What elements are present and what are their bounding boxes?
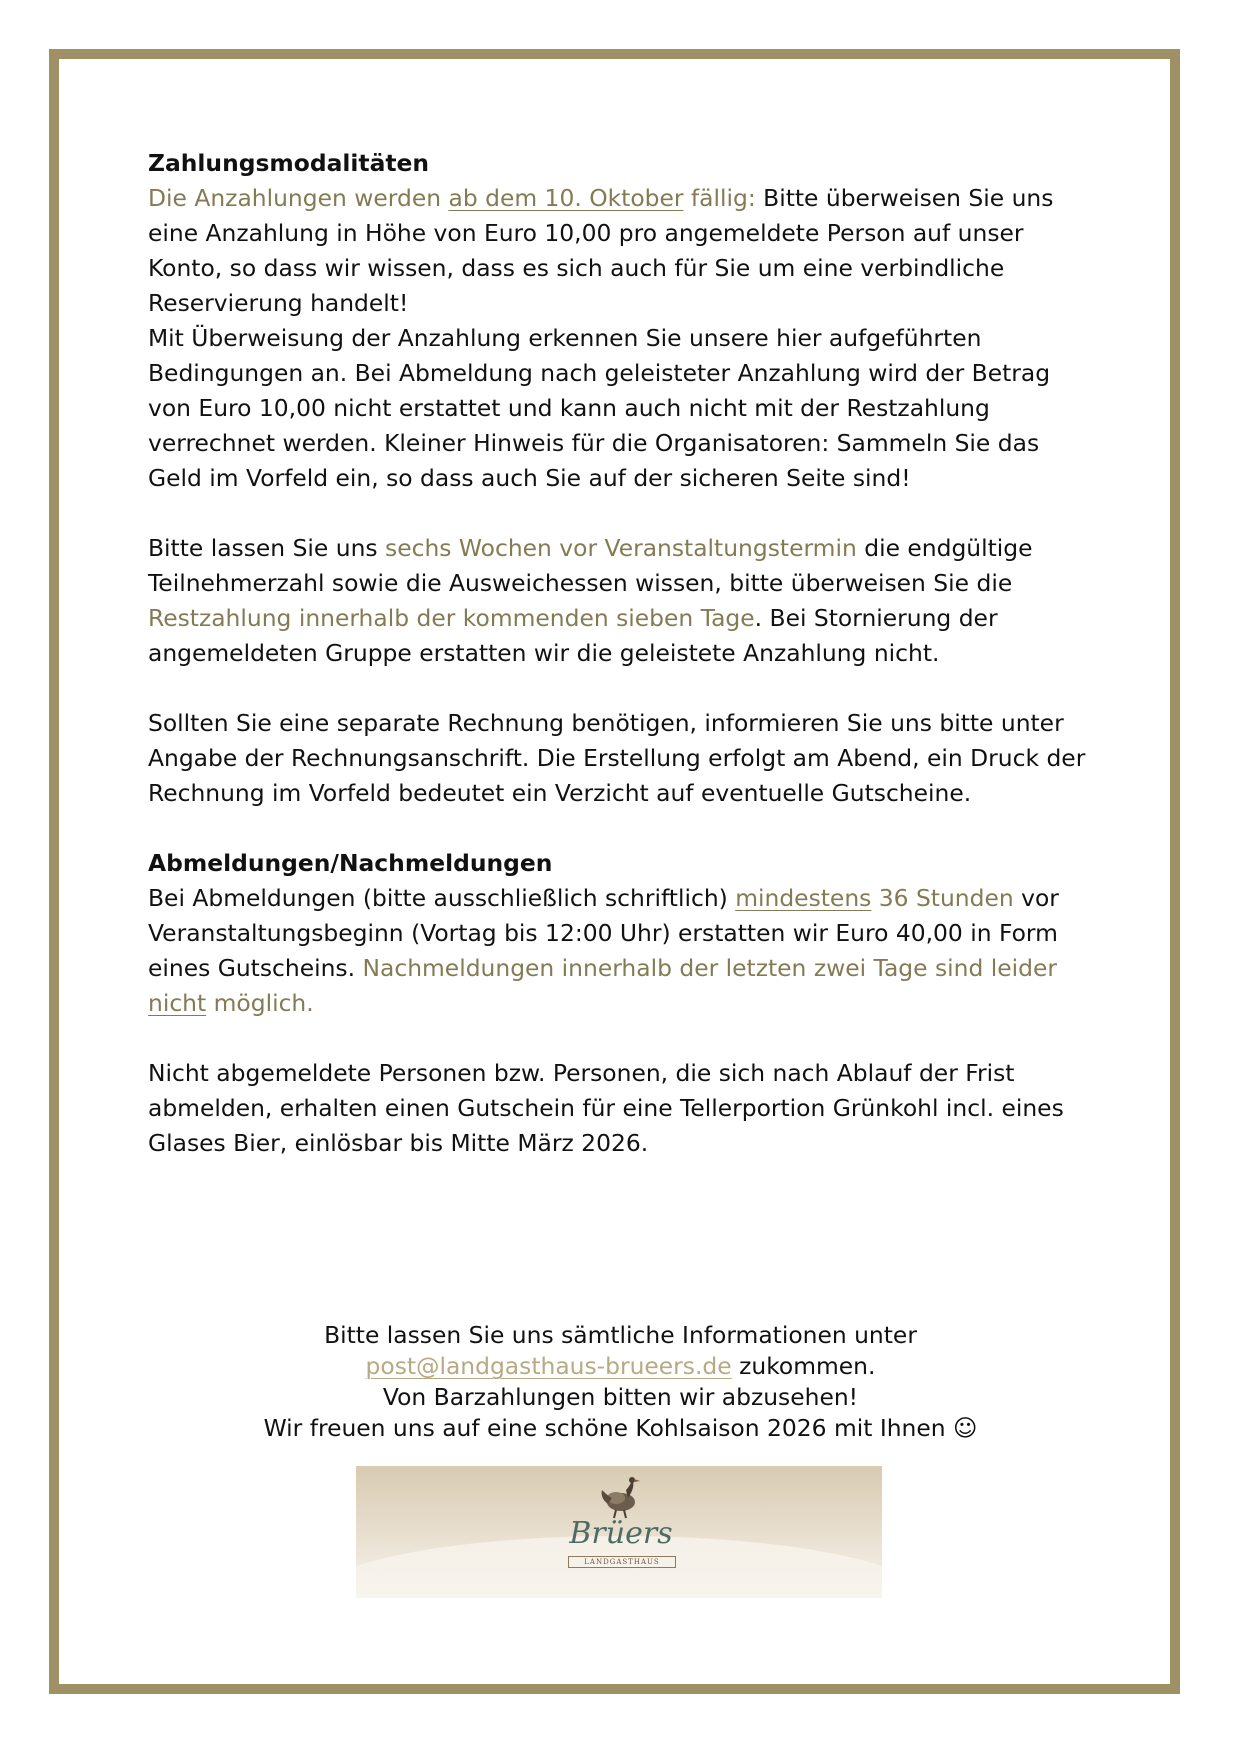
heading-payment-terms: Zahlungsmodalitäten	[148, 149, 430, 177]
closing-line-1: Bitte lassen Sie uns sämtliche Informationen unter	[324, 1321, 917, 1349]
deposit-date: ab dem 10. Oktober	[448, 184, 684, 212]
brueers-logo-banner	[356, 1466, 882, 1598]
heading-cancellations: Abmeldungen/Nachmeldungen	[148, 849, 553, 877]
logo-wordmark: Brüers	[569, 1516, 673, 1551]
payment-paragraph-conditions: Mit Überweisung der Anzahlung erkennen Sie unsere hier aufgeführten Bedingungen an. Bei Abmeldung nach geleisteter Anzahlung wird der Betrag von Euro 10,00 nicht erstattet und kann auch nicht mit der Restzahlung verrechnet werden. Kleiner Hinweis für die Organisatoren: Sammeln Sie das Geld im Vorfeld ein, so dass auch Sie auf der sicheren Seite sind!	[148, 324, 1051, 492]
closing-line-4: Wir freuen uns auf eine schöne Kohlsaison 2026 mit Ihnen ☺	[263, 1414, 978, 1442]
document-body	[148, 146, 1093, 1161]
cancellation-paragraph: Bei Abmeldungen (bitte ausschließlich schriftlich) mindestens 36 Stunden vor Veranstaltungsbeginn (Vortag bis 12:00 Uhr) erstatten wir Euro 40,00 in Form eines Gutscheins. Nachmeldungen innerhalb der letzten zwei Tage sind leider nicht möglich.	[148, 884, 1059, 1017]
closing-block	[148, 1320, 1093, 1444]
payment-paragraph-invoice: Sollten Sie eine separate Rechnung benötigen, informieren Sie uns bitte unter Angabe der Rechnungsanschrift. Die Erstellung erfolgt am Abend, ein Druck der Rechnung im Vorfeld bedeutet ein Verzicht auf eventuelle Gutscheine.	[148, 709, 1086, 807]
logo-subtitle: LANDGASTHAUS	[568, 1556, 676, 1568]
payment-paragraph-final-count: Bitte lassen Sie uns sechs Wochen vor Veranstaltungstermin die endgültige Teilnehmerzahl sowie die Ausweichessen wissen, bitte überweisen Sie die Restzahlung innerhalb der kommenden sieben Tage. Bei Stornierung der angemeldeten Gruppe erstatten wir die geleistete Anzahlung nicht.	[148, 534, 1033, 667]
closing-line-3: Von Barzahlungen bitten wir abzusehen!	[382, 1383, 859, 1411]
closing-line-2: post@landgasthaus-brueers.de zukommen.	[365, 1352, 876, 1380]
email-link[interactable]: post@landgasthaus-brueers.de	[365, 1352, 732, 1380]
payment-paragraph-deposit: Die Anzahlungen werden ab dem 10. Oktober fällig: Bitte überweisen Sie uns eine Anzahlung in Höhe von Euro 10,00 pro angemeldete Person auf unser Konto, so dass wir wissen, dass es sich auch für Sie um eine verbindliche Reservierung handelt!	[148, 184, 1054, 317]
no-show-paragraph: Nicht abgemeldete Personen bzw. Personen, die sich nach Ablauf der Frist abmelden, erhalten einen Gutschein für eine Tellerportion Grünkohl incl. eines Glases Bier, einlösbar bis Mitte März 2026.	[148, 1059, 1064, 1157]
